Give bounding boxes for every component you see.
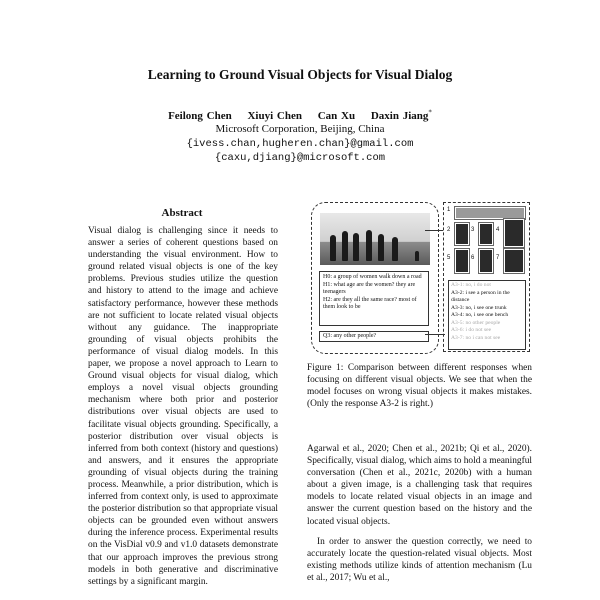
abstract-heading: Abstract — [161, 207, 203, 219]
object-number: 6 — [471, 255, 475, 261]
object-number: 4 — [496, 227, 500, 233]
author-list — [0, 108, 600, 122]
dialog-panel — [311, 202, 439, 354]
object-crop — [479, 249, 493, 273]
author-name: Feilong Chen — [168, 109, 232, 122]
figure-1 — [307, 200, 532, 355]
history-line: H0: a group of women walk down a road — [323, 274, 422, 280]
object-crop — [455, 223, 469, 245]
object-crop — [504, 219, 524, 247]
street-photo — [320, 213, 430, 265]
response-line: A3-7: no i can not see — [451, 334, 501, 341]
response-line: A3-5: no other people — [451, 319, 501, 326]
body-paragraph: In order to answer the question correctly, we need to accurately locate the question-related visual objects. Most existing methods utilize kinds of attention mechanism (Lu et al., 2017; Wu et al., — [307, 536, 532, 583]
history-line: H2: are they all the same race? most of them look to be — [323, 296, 417, 311]
email-line: {caxu,djiang}@microsoft.com — [214, 152, 386, 164]
object-crop — [455, 207, 525, 219]
figure-caption: Figure 1: Comparison between different responses when focusing on different visual objects. We see that when the model focuses on wrong visual objects it makes mistakes. (Only the response A3-2 is right.) — [307, 363, 532, 410]
history-line: H1: what age are the women? they are teenagers — [323, 281, 416, 296]
author-name: Xiuyi Chen — [247, 109, 302, 122]
author-name: Can Xu — [317, 109, 356, 122]
response-line: A3-3: no, i see one trunk — [451, 304, 507, 311]
object-number: 2 — [447, 227, 451, 233]
object-crop — [455, 249, 469, 273]
email-line: {ivess.chan,hugheren.chan}@gmail.com — [186, 138, 414, 150]
response-line: A3-4: no, i see one bench — [451, 312, 509, 318]
response-line: A3-1: no, i do not — [451, 282, 491, 288]
response-line: A3-6: i do not see — [451, 327, 492, 333]
objects-panel — [443, 202, 530, 352]
response-list — [448, 280, 526, 350]
body-paragraph: Agarwal et al., 2020; Chen et al., 2021b; Qi et al., 2020). Specifically, visual dialog, which aims to hold a meaningful conversation (Chen et al., 2021c, 2020b) with a human about a given image, is a challenging task that requires models to locate related visual objects in an image and answer the current question based on the history and the located visual objects. — [307, 444, 532, 527]
object-number: 1 — [447, 207, 451, 213]
right-column-body — [307, 443, 532, 584]
corresponding-author-mark: * — [428, 108, 432, 116]
author-name: Daxin Jiang* — [370, 108, 432, 122]
affiliation: Microsoft Corporation, Beijing, China — [215, 123, 385, 135]
arrow-icon — [425, 334, 445, 335]
paper-title: Learning to Ground Visual Objects for Visual Dialog — [147, 67, 453, 82]
object-number: 7 — [496, 255, 500, 261]
object-crop — [479, 223, 493, 245]
arrow-icon — [425, 230, 443, 231]
object-number: 5 — [447, 255, 451, 261]
response-line: A3-2: i see a person in the distance — [451, 289, 510, 303]
dialog-history-box — [319, 271, 429, 326]
object-crop — [504, 249, 524, 273]
abstract-body: Visual dialog is challenging since it needs to answer a series of coherent questions based on understanding the visual environment. How to ground related visual objects is one of the key problems. Previous studies utilize the question and history to attend to the image and achieve satisfactory performance, however these methods are not sufficient to locate related visual objects without any guidance. The inappropriate grounding of visual objects prohibits the performance of visual dialog models. In this paper, we propose a novel approach to Learn to Ground visual objects for visual dialog, which employs a novel visual objects grounding mechanism where both prior and posterior distributions over visual objects are used to facilitate visual objects grounding. Specifically, a posterior distribution over visual objects is inferred from both context (history and questions) and answers, and it ensures the appropriate grounding of visual objects during the training process. Meanwhile, a prior distribution, which is inferred from context only, is used to approximate the posterior distribution so that appropriate visual objects can be grounded even without answers during the inference process. Experimental results on the VisDial v0.9 and v1.0 datasets demonstrate that our approach improves the previous strong models in both generative and discriminative settings by a significant margin. — [88, 226, 278, 587]
object-number: 3 — [471, 227, 475, 233]
question-box: Q3: any other people? — [319, 331, 429, 342]
